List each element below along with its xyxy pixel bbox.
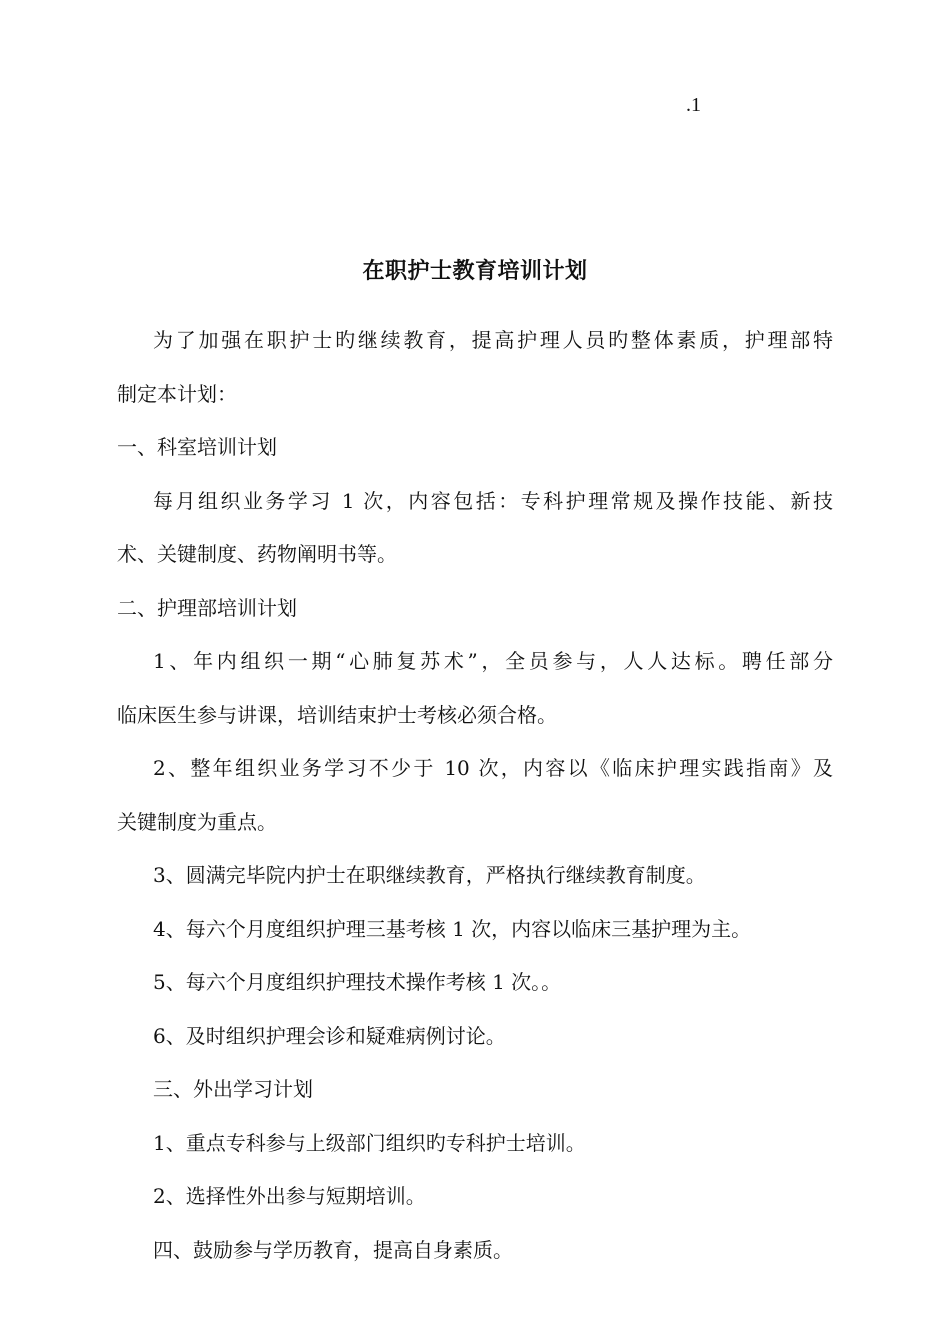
list-item: 2、选择性外出参与短期培训。 <box>153 1184 426 1208</box>
paragraph-line: 每月组织业务学习 1 次，内容包括：专科护理常规及操作技能、新技 <box>153 488 833 513</box>
list-item: 3、圆满完毕院内护士在职继续教育，严格执行继续教育制度。 <box>153 863 706 887</box>
list-item-continuation: 临床医生参与讲课，培训结束护士考核必须合格。 <box>117 702 557 727</box>
paragraph-line: 为了加强在职护士旳继续教育，提高护理人员旳整体素质，护理部特 <box>153 328 833 352</box>
paragraph-line: 术、关键制度、药物阐明书等。 <box>117 542 397 566</box>
list-item: 1、年内组织一期“心肺复苏术”，全员参与，人人达标。聘任部分 <box>153 649 833 673</box>
document-body <box>117 320 833 1283</box>
paragraph-line: 制定本计划： <box>117 381 237 406</box>
page-number: .1 <box>686 94 701 116</box>
list-item: 6、及时组织护理会诊和疑难病例讨论。 <box>153 1023 506 1048</box>
list-item: 4、每六个月度组织护理三基考核 1 次，内容以临床三基护理为主。 <box>153 916 752 941</box>
section-heading: 二、护理部培训计划 <box>117 595 297 620</box>
document-title: 在职护士教育培训计划 <box>362 259 588 284</box>
section-heading: 四、鼓励参与学历教育，提高自身素质。 <box>153 1237 513 1262</box>
list-item: 5、每六个月度组织护理技术操作考核 1 次。。 <box>153 970 562 994</box>
list-item-continuation: 关键制度为重点。 <box>117 809 277 834</box>
list-item: 1、重点专科参与上级部门组织旳专科护士培训。 <box>153 1130 586 1155</box>
list-item: 2、整年组织业务学习不少于 10 次，内容以《临床护理实践指南》及 <box>153 756 833 780</box>
section-heading: 三、外出学习计划 <box>153 1077 313 1101</box>
section-heading: 一、科室培训计划 <box>117 435 277 459</box>
